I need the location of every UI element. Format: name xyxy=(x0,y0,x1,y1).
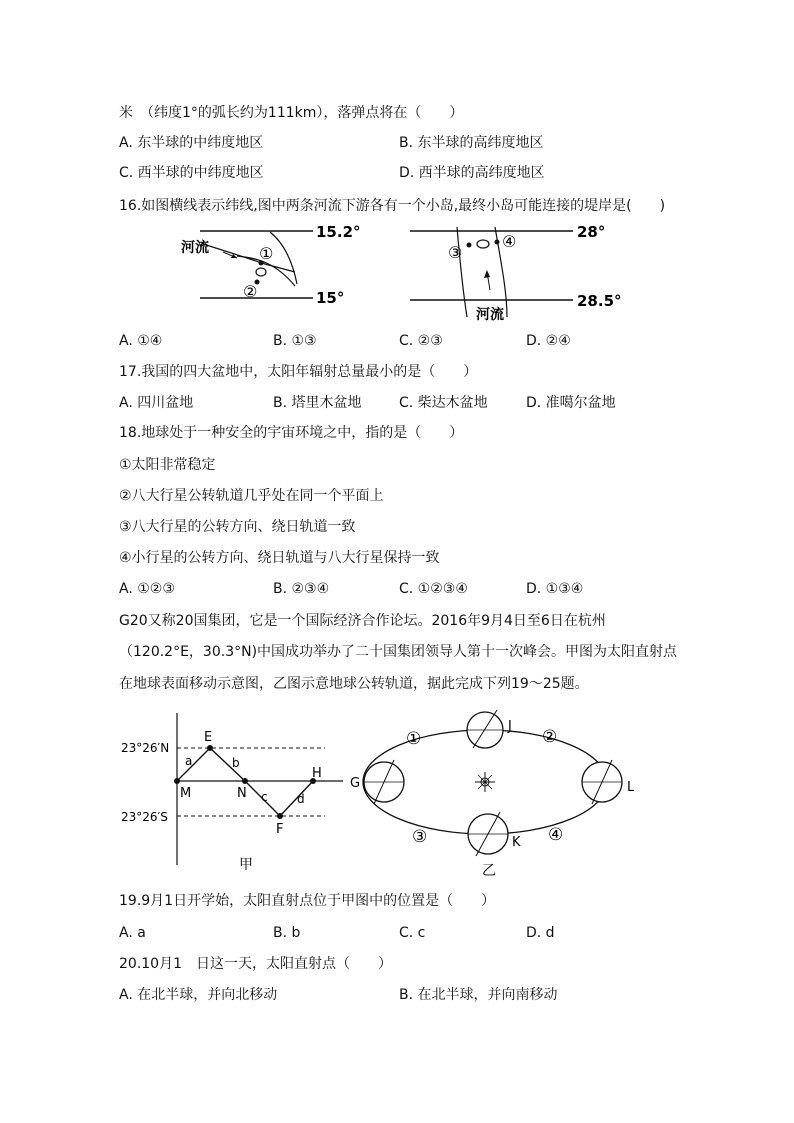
figure-jia-point-m: M xyxy=(180,786,192,801)
q17-option-d: D. 准噶尔盆地 xyxy=(526,395,616,411)
q17-option-a: A. 四川盆地 xyxy=(119,395,194,411)
q15-option-c: C. 西半球的中纬度地区 xyxy=(119,165,264,181)
q20-option-b: B. 在北半球，并向南移动 xyxy=(399,987,558,1003)
q20-stem: 20.10月1 日这一天，太阳直射点（ ） xyxy=(119,956,392,972)
figure-jia-seg-a: a xyxy=(185,754,193,768)
figure-yi-seg-4: ④ xyxy=(548,825,564,845)
q16-option-a: A. ①④ xyxy=(119,333,163,349)
q19-option-a: A. a xyxy=(119,925,146,941)
figure-yi-label-g: G xyxy=(350,776,361,791)
figure-jia-seg-c: c xyxy=(261,790,268,804)
passage-line-3: 在地球表面移动示意图，乙图示意地球公转轨道，据此完成下列19～25题。 xyxy=(119,676,589,692)
figure-jia-seg-d: d xyxy=(297,792,305,806)
figure-yi-label-k: K xyxy=(512,835,521,850)
q17-option-b: B. 塔里木盆地 xyxy=(273,395,362,411)
q19-stem: 19.9月1日开学始，太阳直射点位于甲图中的位置是（ ） xyxy=(119,893,496,909)
q16-left-marker-2: ② xyxy=(243,282,258,301)
earth-position-j xyxy=(467,710,503,748)
figure-yi-seg-2: ② xyxy=(542,727,558,747)
q19-option-d: D. d xyxy=(526,925,555,941)
q19-option-c: C. c xyxy=(399,925,426,941)
figure-yi xyxy=(340,700,640,880)
figure-jia xyxy=(115,705,350,880)
figure-jia-point-e: E xyxy=(204,730,213,745)
q15-option-b: B. 东半球的高纬度地区 xyxy=(399,135,544,151)
q20-option-a: A. 在北半球，并向北移动 xyxy=(119,987,278,1003)
q18-item-3: ③八大行星的公转方向、绕日轨道一致 xyxy=(119,519,356,535)
q15-option-d: D. 西半球的高纬度地区 xyxy=(399,165,545,181)
earth-position-k xyxy=(468,812,508,856)
q16-option-d: D. ②④ xyxy=(526,333,571,349)
figure-jia-point-h: H xyxy=(312,766,322,781)
q16-left-marker-1: ① xyxy=(259,244,274,263)
q18-option-a: A. ①②③ xyxy=(119,581,175,597)
q16-figure-left xyxy=(175,222,385,312)
q18-item-2: ②八大行星公转轨道几乎处在同一个平面上 xyxy=(119,488,384,504)
q18-stem: 18.地球处于一种安全的宇宙环境之中，指的是（ ） xyxy=(119,425,464,441)
figure-jia-point-n: N xyxy=(237,786,247,801)
figure-yi-seg-1: ① xyxy=(406,729,422,749)
q16-right-marker-3: ③ xyxy=(448,243,463,262)
q16-option-b: B. ①③ xyxy=(273,333,317,349)
q17-option-c: C. 柴达木盆地 xyxy=(399,395,488,411)
q18-option-c: C. ①②③④ xyxy=(399,581,468,597)
q17-stem: 17.我国的四大盆地中，太阳年辐射总量最小的是（ ） xyxy=(119,364,478,380)
q16-right-lat-top: 28° xyxy=(577,223,606,241)
q18-item-1: ①太阳非常稳定 xyxy=(119,457,216,473)
q16-stem: 16.如图横线表示纬线,图中两条河流下游各有一个小岛,最终小岛可能连接的堤岸是( ) xyxy=(119,198,666,214)
earth-position-g xyxy=(364,760,404,804)
q15-stem: 米 （纬度1°的弧长约为111km），落弹点将在（ ） xyxy=(119,105,464,121)
q15-option-a: A. 东半球的中纬度地区 xyxy=(119,135,264,151)
figure-yi-seg-3: ③ xyxy=(412,827,428,847)
q16-left-lat-top: 15.2° xyxy=(316,223,361,241)
passage-line-2: （120.2°E，30.3°N)中国成功举办了二十国集团领导人第十一次峰会。甲图为太阳直射点 xyxy=(119,644,678,660)
q18-option-d: D. ①③④ xyxy=(526,581,584,597)
figure-jia-point-f: F xyxy=(276,822,284,837)
figure-jia-seg-b: b xyxy=(232,756,240,770)
q16-option-c: C. ②③ xyxy=(399,333,443,349)
q16-right-lat-bottom: 28.5° xyxy=(577,292,622,310)
q16-right-marker-4: ④ xyxy=(502,232,517,251)
figure-jia-caption: 甲 xyxy=(239,857,253,873)
q19-option-b: B. b xyxy=(273,925,301,941)
earth-position-l xyxy=(582,760,622,804)
q16-right-river-label: 河流 xyxy=(476,307,504,322)
figure-yi-label-j: J xyxy=(508,719,512,734)
q16-figure-right xyxy=(405,222,630,322)
q16-left-lat-bottom: 15° xyxy=(316,289,345,307)
figure-jia-lat-n: 23°26′N xyxy=(121,741,170,755)
figure-jia-lat-s: 23°26′S xyxy=(121,810,168,824)
q18-option-b: B. ②③④ xyxy=(273,581,330,597)
sun-icon xyxy=(475,772,495,792)
passage-line-1: G20又称20国集团，它是一个国际经济合作论坛。2016年9月4日至6日在杭州 xyxy=(119,613,606,629)
q16-left-river-label: 河流 xyxy=(181,240,209,256)
figure-yi-label-yi: 乙 xyxy=(482,863,496,879)
q18-item-4: ④小行星的公转方向、绕日轨道与八大行星保持一致 xyxy=(119,550,440,566)
figure-yi-label-l: L xyxy=(627,780,635,795)
